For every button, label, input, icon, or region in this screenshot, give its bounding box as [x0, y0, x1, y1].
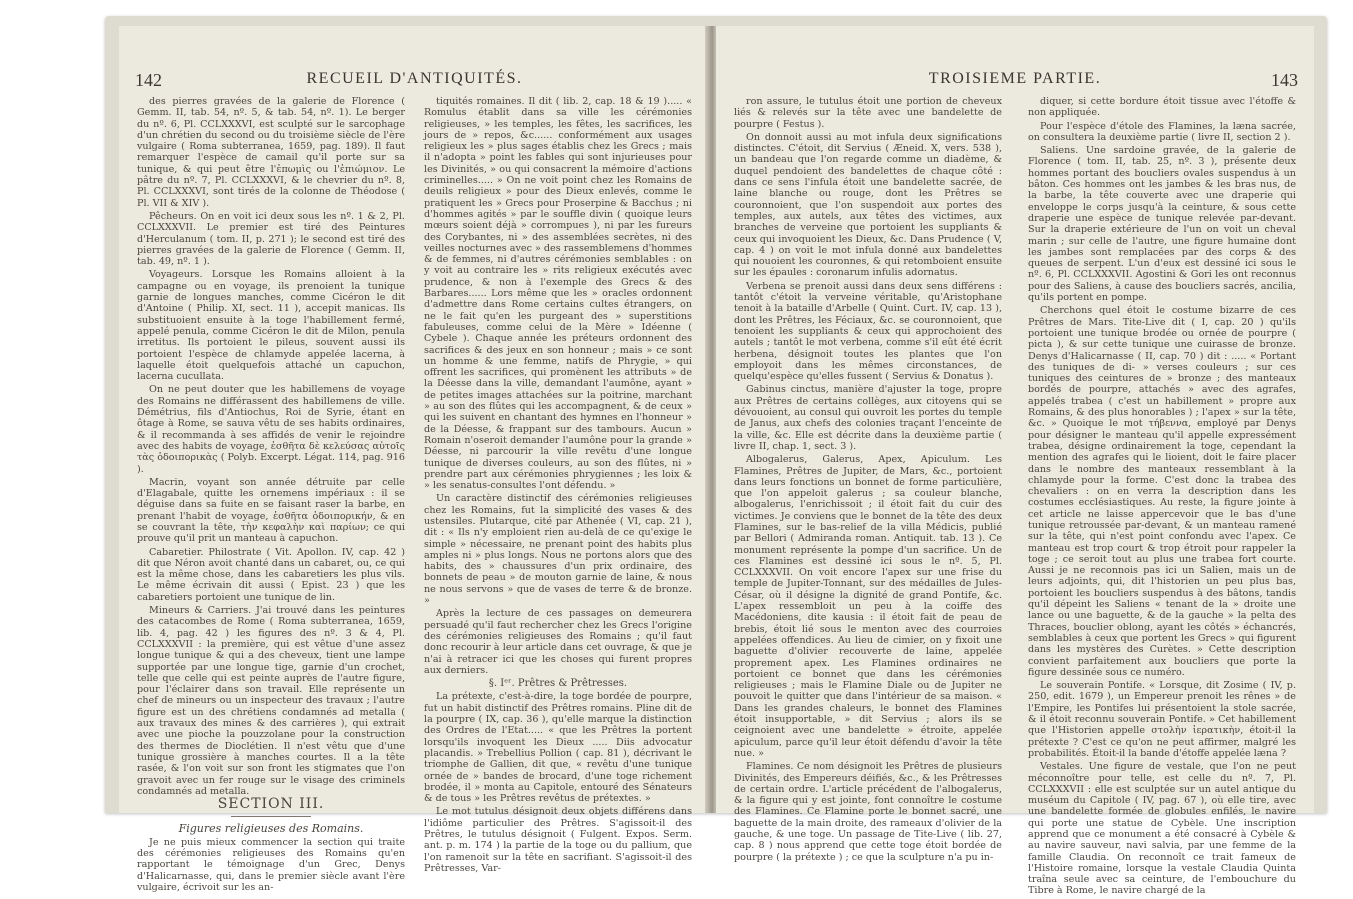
- right-page-header: [726, 70, 1304, 94]
- left-page: [119, 26, 710, 893]
- open-book: [105, 16, 1327, 897]
- paragraph: Flamines. Ce nom désignoit les Prêtres de plusieurs Divinités, des Empereurs déifiés, &c., & les Prêtresses de certain ordre. L'article précédent de l'albogalerus, & la figure qui y est jointe, font connoître le costume des Flamines. Ce Flamine porte le bonnet sacré, une baguette de la main droite, des rameaux d'olivier de la gauche, & une toge. Un passage de Tite-Live ( lib. 27, cap. 8 ) nous apprend que cette toge étoit bordée de pourpre ( la prétexte ) ; ce que la sculpture n'a pu in-: [734, 761, 1002, 863]
- text-column: [137, 96, 405, 895]
- text-column: [424, 96, 692, 876]
- paragraph: On donnoit aussi au mot infula deux significations distinctes. C'étoit, dit Servius ( Æneid. X, vers. 538 ), un bandeau que l'on regarde comme un diadème, & duquel pendoient des bandelettes de chaque côté : dans ce sens l'infula étoit une bandelette sacrée, de laine blanche ou rouge, dont les Prêtres se couronnoient, que l'on suspendoit aux portes des temples, aux autels, aux têtes des victimes, aux branches de verveine que portoient les suppliants & ceux qui invoquoient les Dieux, &c. Dans Prudence ( V, cap. 4 ) on voit le mot infula donné aux bandelettes qui nouoient les couronnes, & qui retomboient ensuite sur les épaules : coronarum infulis adornatus.: [734, 131, 1002, 279]
- paragraph: ron assure, le tutulus étoit une portion de cheveux liés & relevés sur la tête avec une bandelette de pourpre ( Festus ).: [734, 96, 1002, 130]
- text-column: [734, 96, 1002, 865]
- paragraph: Pour l'espèce d'étole des Flamines, la læna sacrée, on consultera la deuxième partie ( livre II, section 2 ).: [1028, 120, 1296, 143]
- paragraph: Macrin, voyant son année détruite par celle d'Elagabale, quitte les ornemens impériaux : il se déguise dans sa fuite en se faisant raser la barbe, en prenant l'habit de voyage, ἐσθῆτα ὁδοιπορικήν, & en se couvrant la tête, τὴν κεφαλὴν καὶ παρίων; ce qui prouve qu'il prit un manteau à capuchon.: [137, 476, 405, 545]
- paragraph: Gabinus cinctus, manière d'ajuster la toge, propre aux Prêtres de certains collèges, aux citoyens qui se dévouoient, au consul qui ouvroit les portes du temple de Janus, aux chefs des colonies traçant l'enceinte de la ville, &c. Elle est décrite dans la deuxième partie ( livre II, chap. 1, sect. 3 ).: [734, 384, 1002, 452]
- subsection-heading: §. Iᵉʳ. Prêtres & Prêtresses.: [488, 678, 628, 690]
- right-page-columns: [734, 96, 1296, 897]
- paragraph: Vestales. Une figure de vestale, que l'on ne peut méconnoître pour telle, est celle du nº. 7, Pl. CCLXXXVII : elle est sculptée sur un autel antique du muséum du Capitole ( IV, pag. 67 ), où elle tire, avec une bandelette formée de globules enfilés, le navire qui porte une statue de Cybèle. Une inscription apprend que ce monument a été consacré à Cybèle & au navire sauveur, navi salvia, par une femme de la famille Claudia. On reconnoît ce trait fameux de l'Histoire romaine, lorsque la vestale Claudia Quinta traîna seule avec sa ceinture, de l'embouchure du Tibre à Rome, le navire chargé de la: [1028, 761, 1296, 897]
- running-title: TROISIEME PARTIE.: [928, 70, 1102, 87]
- paragraph: On ne peut douter que les habillemens de voyage des Romains ne différassent des habillemens de ville. Démétrius, fils d'Antiochus, Roi de Syrie, étant en ôtage à Rome, se sauva vêtu de ses habits ordinaires, & il recommanda à ses affidés de venir le rejoindre avec des habits de voyage, ἐσθῆτα δὲ κελεύσας αὐτοῖς τὰς ὁδοιπορικὰς ( Polyb. Excerpt. Légat. 114, pag. 916 ).: [137, 384, 405, 475]
- section-subheading: Figures religieuses des Romains.: [178, 822, 364, 836]
- left-page-header: [129, 70, 700, 94]
- paragraph: Cabaretier. Philostrate ( Vit. Apollon. IV, cap. 42 ) dit que Néron avoit chanté dans un cabaret, ou, ce qui est la même chose, dans les cabaretiers les plus vils. Le même écrivain dit aussi ( Epist. 23 ) que les cabaretiers portoient une tunique de lin.: [137, 546, 405, 603]
- right-page: [716, 26, 1314, 897]
- paragraph: La prétexte, c'est-à-dire, la toge bordée de pourpre, fut un habit distinctif des Prêtres romains. Pline dit de la pourpre ( IX, cap. 36 ), qu'elle marque la distinction des Ordres de l'Etat..... « que les Prêtres la portent lorsqu'ils invoquent les Dieux ..... Diis advocatur placandis. » Trebellius Pollion ( cap. 81 ), décrivant le triomphe de Gallien, dit que, « revêtu d'une tunique ornée de » bandes de brocard, d'une toge richement brodée, il » monta au Capitole, entouré des Sénateurs & de tous » les Prêtres revêtus de prétextes. »: [424, 691, 692, 805]
- paragraph: Albogalerus, Galerus, Apex, Apiculum. Les Flamines, Prêtres de Jupiter, de Mars, &c., portoient dans leurs fonctions un bonnet de forme particulière, que l'on appeloit galerus ; sa couleur blanche, albogalerus, l'enrichissoit ; il étoit fait du cuir des victimes. Je conviens que le bonnet de la tête des deux Flamines, sur le bas-relief de la villa Médicis, publié par Bellori ( Admiranda roman. Antiquit. tab. 13 ). Ce monument représente la pompe d'un sacrifice. Un de ces Flamines est dessiné ici sous le nº. 5, Pl. CCLXXXVII. On voit encore l'apex sur une frise du temple de Jupiter-Tonnant, sur des médailles de Jules-César, où il désigne la dignité de grand Pontife, &c. L'apex ressembloit un peu à la coiffe des Macédoniens, dite kausia : il étoit fait de peau de brebis, étoit lié sous le menton avec des courroies appelées offendices. Au lieu de cimier, on y fixoit une baguette d'olivier recouverte de laine, appelée proprement apex. Les Flamines ordinaires ne portoient ce bonnet que dans les cérémonies religieuses ; mais le Flamine Diale ou de Jupiter ne pouvoit le quitter que dans l'intérieur de sa maison. « Dans les grandes chaleurs, le bonnet des Flamines étoit insupportable, » dit Servius ; alors ils se ceignoient avec une bandelette » étroite, appelée apiculum, parce qu'il leur étoit défendu d'avoir la tête nue. »: [734, 454, 1002, 759]
- divider: [231, 816, 311, 817]
- paragraph: tiquités romaines. Il dit ( lib. 2, cap. 18 & 19 )..... « Romulus établit dans sa ville les cérémonies religieuses, » les temples, les fêtes, les sacrifices, les jours de » repos, &c...... conformément aux usages religieux les » plus sages établis chez les Grecs ; mais il n'adopta » point les fables qui sont injurieuses pour les Divinités, » ou qui consacrent la mémoire d'actions criminelles..... » On ne voit point chez les Romains de deuils religieux » pour des Dieux enlevés, comme le pratiquent les » Grecs pour Proserpine & Bacchus ; ni d'hommes agités » par le souffle divin ( quoique leurs mœurs soient déjà » corrompues ), ni par les fureurs des Corybantes, ni » des assemblées secrètes, ni des veilles nocturnes avec » des rassemblemens d'hommes & de femmes, ni d'autres cérémonies semblables : on y voit au contraire les » rits religieux exécutés avec prudence, & non à l'exemple des Grecs & des Barbares...... Lors même que les » oracles ordonnent d'admettre dans Rome certains cultes étrangers, on ne le fait qu'en les purgeant des » superstitions fabuleuses, comme celui de la Mère » Idéenne ( Cybele ). Chaque année les préteurs ordonnent des sacrifices & des jeux en son honneur ; mais » ce sont un homme & une femme, natifs de Phrygie, » qui offrent les sacrifices, qui promènent les attributs » de la Déesse dans la ville, demandant l'aumône, ayant » de petites images attachées sur la poitrine, marchant » au son des flûtes qui les accompagnent, & de ceux » qui les suivent en chantant des hymnes en l'honneur » de la Déesse, & frappant sur des tambours. Aucun » Romain n'oseroit demander l'aumône pour la grande » Déesse, ni parcourir la ville revêtu d'une longue tunique de diverses couleurs, au son des flûtes, ni » prendre part aux cérémonies phrygiennes ; les loix & » les senatus-consultes l'ont défendu. »: [424, 96, 692, 492]
- paragraph: Le souverain Pontife. « Lorsque, dit Zosime ( IV, p. 250, edit. 1679 ), un Empereur prenoit les rênes » de l'Empire, les Pontifes lui présentoient la stole sacrée, & il étoit reconnu souverain Pontife. » Cet habillement que l'Historien appelle στολὴν ἱερατικὴν, étoit-il la prétexte ? C'est ce qu'on ne peut affirmer, malgré les probabilités. Étoit-il la bande d'étoffe appelée læna ?: [1028, 680, 1296, 759]
- paragraph: Voyageurs. Lorsque les Romains alloient à la campagne ou en voyage, ils prenoient la tunique garnie de longues manches, comme Cicéron le dit d'Antoine ( Philip. XI, sect. 11 ), accepit manicas. Ils substituoient ensuite à la toge l'habillement fermé, appelé penula, comme Cicéron le dit de Milon, penula irretitus. Ils portoient le pileus, souvent aussi ils portoient l'espèce de chlamyde appelée lacerna, à laquelle étoit quelquefois attaché un capuchon, lacerna cucullata.: [137, 269, 405, 383]
- paragraph: Cherchons quel étoit le costume bizarre de ces Prêtres de Mars. Tite-Live dit ( I, cap. 20 ) qu'ils portoient une tunique brodée ou ornée de pourpre ( picta ), & sur cette tunique une cuirasse de bronze. Denys d'Halicarnasse ( II, cap. 70 ) dit : ..... « Portant des tuniques de di- » verses couleurs ; sur ces tuniques des ceintures de » bronze ; des manteaux bordés de pourpre, attachés » avec des agrafes, appelés trabea ( c'est un habillement » propre aux Romains, & des plus honorables ) ; l'apex » sur la tête, &c. » Quoique le mot τήβεννα, employé par Denys pour désigner le manteau qu'il appelle expressément trabea, désigne ordinairement la toge, cependant la mention des agrafes qui le lioient, doit le faire placer dans le nombre des manteaux ressemblant à la chlamyde pour la forme. C'est donc la trabea des chevaliers : on en verra la description dans les costumes ecclésiastiques. Au reste, la figure jointe à cet article ne laisse appercevoir que le bas d'une tunique retroussée par-devant, & un manteau ramené sur la tête, qui n'est point confondu avec l'apex. Ce manteau est trop court & trop étroit pour rappeler la toge ; ce seroit tout au plus une trabea fort courte. Aussi je ne reconnois pas ici un Salien, mais un de leurs adjoints, qui, dit l'historien un peu plus bas, portoient les boucliers suspendus à des bâtons, tandis qu'il dépeint les Saliens « tenant de la » droite une lance ou une baguette, & de la gauche » la pelta des Thraces, bouclier oblong, ayant les côtés » échancrés, semblables à ceux que portent les Grecs » qui figurent dans les mystères des Curètes. » Cette description convient parfaitement aux boucliers que porte la figure dessinée sous ce numéro.: [1028, 305, 1296, 678]
- page-number: 142: [135, 70, 162, 90]
- paragraph: Saliens. Une sardoine gravée, de la galerie de Florence ( tom. II, tab. 25, nº. 3 ), présente deux hommes portant des boucliers ovales suspendus à un bâton. Ces hommes ont les jambes & les bras nus, de la barbe, la tête couverte avec une draperie qui enveloppe le corps jusqu'à la ceinture, & sous cette draperie une espèce de tunique relevée par-devant. Sur la draperie extérieure de l'un on voit un cheval marin ; sur celle de l'autre, une figure humaine dont les jambes sont remplacées par des corps & des queues de serpent. L'un d'eux est dessiné ici sous le nº. 6, Pl. CCLXXXVII. Agostini & Gori les ont reconnus pour des Saliens, à cause des boucliers sacrés, ancilia, qu'ils portent en pompe.: [1028, 145, 1296, 304]
- paragraph: Mineurs & Carriers. J'ai trouvé dans les peintures des catacombes de Rome ( Roma subterranea, 1659, lib. 4, pag. 42 ) les figures des nº. 3 & 4, Pl. CCLXXXVII : la première, qui est vêtue d'une assez longue tunique & qui a des cheveux, tient une lampe supportée par une longue tige, garnie d'un crochet, telle que celle qui est peinte auprès de l'autre figure, pour l'éclairer dans son travail. Elle représente un chef de mineurs ou un inspecteur des travaux ; l'autre figure est un des chrétiens condamnés ad metalla ( aux travaux des mines & des carrières ), qui extrait avec une pioche la pouzzolane pour la construction des thermes de Dioclétien. Il n'est vêtu que d'une tunique grossière à manches courtes. Il a la tête rasée, & l'on voit sur son front les stigmates que l'on gravoit avec un fer rouge sur le visage des criminels condamnés ad metalla.: [137, 605, 405, 797]
- paragraph: Verbena se prenoit aussi dans deux sens différens : tantôt c'étoit la verveine véritable, qu'Aristophane tenoit à la bataille d'Arbelle ( Quint. Curt. IV, cap. 13 ), dont les Prêtres, les Féciaux, &c. se couronnoient, que tenoient les suppliants & ceux qui approchoient des autels ; tantôt le mot verbena, comme s'il eût été écrit herbena, désignoit toutes les plantes que l'on employoit dans les mêmes circonstances, de quelqu'espèce qu'elles fussent ( Servius & Donatus ).: [734, 280, 1002, 383]
- running-title: RECUEIL D'ANTIQUITÉS.: [306, 70, 523, 87]
- paragraph: diquer, si cette bordure étoit tissue avec l'étoffe & non appliquée.: [1028, 96, 1296, 119]
- paragraph: Le mot tutulus désignoit deux objets différens dans l'idiôme particulier des Prêtres. S'agissoit-il des Prêtres, le tutulus désignoit ( Fulgent. Expos. Serm. ant. p. m. 174 ) la partie de la toge ou du pallium, que l'on ramenoit sur la tête en sacrifiant. S'agissoit-il des Prêtresses, Var-: [424, 806, 692, 874]
- left-page-columns: [137, 96, 692, 893]
- paragraph: des pierres gravées de la galerie de Florence ( Gemm. II, tab. 54, nº. 5, & tab. 54, nº. 1). Le berger du nº. 6, Pl. CCLXXXVI, est sculpté sur le sarcophage d'un chrétien du second ou du troisième siècle de l'ère vulgaire ( Roma subterranea, 1659, pag. 189). Il faut remarquer l'espèce de camail qu'il porte sur sa tunique, & qui peut être l'ἐπωμὶς ou l'ἐπιώμιον. Le pâtre du nº. 7, Pl. CCLXXXVI, & le chevrier du nº. 8, Pl. CCLXXXVI, sont tirés de la colonne de Théodose ( Pl. VII & XIV ).: [137, 96, 405, 209]
- paragraph: Je ne puis mieux commencer la section qui traite des cérémonies religieuses des Romains qu'en rapportant le témoignage d'un Grec, Denys d'Halicarnasse, qui, dans le premier siècle avant l'ère vulgaire, écrivoit sur les an-: [137, 836, 405, 893]
- paragraph: Pêcheurs. On en voit ici deux sous les nº. 1 & 2, Pl. CCLXXXVII. Le premier est tiré des Peintures d'Herculanum ( tom. II, p. 271 ); le second est tiré des pierres gravées de la galerie de Florence ( Gemm. II, tab. 49, nº. 1 ).: [137, 210, 405, 268]
- section-heading: SECTION III.: [217, 796, 325, 813]
- paragraph: Après la lecture de ces passages on demeurera persuadé qu'il faut rechercher chez les Grecs l'origine des cérémonies religieuses des Romains ; qu'il faut donc recourir à leur article dans cet ouvrage, & que je n'ai à retracer ici que les choses qui furent propres aux derniers.: [424, 608, 692, 676]
- paragraph: Un caractère distinctif des cérémonies religieuses chez les Romains, fut la simplicité des vases & des ustensiles. Plutarque, cité par Athenée ( VI, cap. 21 ), dit : « Ils n'y emploient rien au-delà de ce qu'exige le simple » nécessaire, ne prenant point des habits plus amples ni » plus longs. Nous ne portons alors que des habits, des » chaussures d'un prix ordinaire, des bonnets de peau » de mouton garnie de laine, & nous ne nous servons » que de vases de terre & de bronze. »: [424, 493, 692, 607]
- text-column: [1028, 96, 1296, 899]
- page-number: 143: [1271, 70, 1298, 90]
